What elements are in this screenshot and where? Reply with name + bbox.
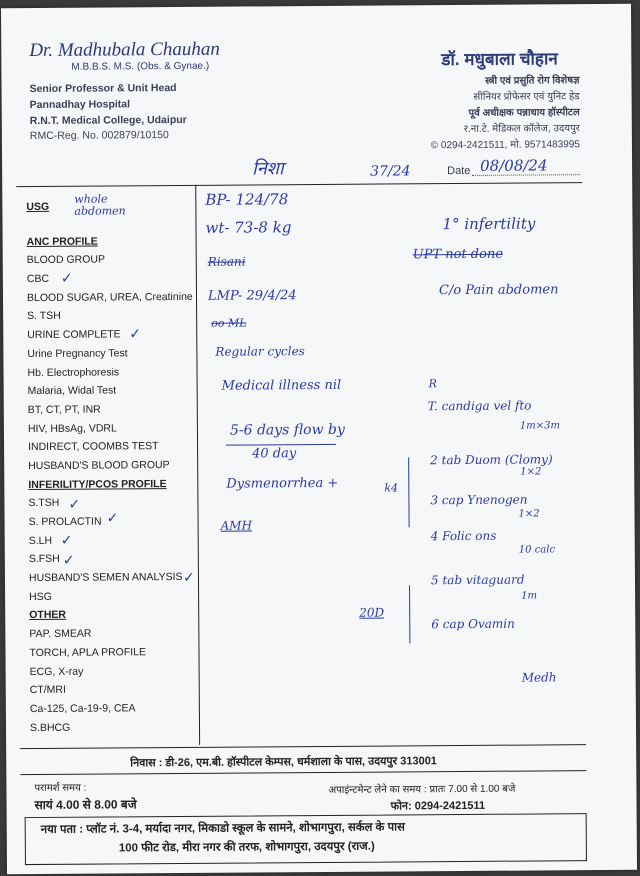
bp-note: BP- 124/78 bbox=[205, 190, 289, 209]
test-item: USG bbox=[26, 200, 50, 214]
footer-rule bbox=[20, 770, 586, 775]
rx-bracket bbox=[408, 457, 409, 527]
consult-label: परामर्श समय : bbox=[34, 782, 87, 794]
doctor-name-en: Dr. Madhubala Chauhan bbox=[29, 38, 220, 62]
date-label: Date bbox=[447, 164, 471, 178]
rx-bracket-2 bbox=[409, 585, 410, 643]
college-hi: र.ना.टे. मेडिकल कॉलेज, उदयपुर bbox=[463, 123, 580, 135]
check-mark-icon: ✓ bbox=[129, 325, 142, 342]
rx-item-3: 3 cap Ynenogen bbox=[430, 492, 528, 508]
test-item: BLOOD GROUP bbox=[26, 253, 105, 267]
test-item: PAP. SMEAR bbox=[29, 627, 92, 641]
test-item: S.LH bbox=[28, 534, 53, 547]
test-item: CBC bbox=[26, 272, 50, 286]
amh-note: AMH bbox=[220, 518, 253, 533]
new-address-line-1: नया पता : प्लॉट नं. 3-4, मर्यादा नगर, मिकाडो स्कूल के सामने, शोभागपुरा, सर्कल के पास bbox=[40, 821, 405, 836]
visit-date: 08/08/24 bbox=[480, 156, 548, 175]
rx-item-1: T. candiga vel fto bbox=[427, 398, 532, 414]
test-item: S.BHCG bbox=[29, 721, 71, 734]
test-item: BT, CT, PT, INR bbox=[27, 403, 101, 416]
hospital-name-en: Pannadhay Hospital bbox=[29, 98, 131, 112]
test-item: S.FSH bbox=[28, 553, 60, 566]
usg-note: whole abdomen bbox=[74, 192, 126, 218]
test-item: ANC PROFILE bbox=[26, 235, 98, 248]
test-item: Hb. Electrophoresis bbox=[27, 365, 120, 379]
test-item: CT/MRI bbox=[29, 683, 66, 697]
registration-number: RMC-Reg. No. 002879/10150 bbox=[29, 129, 169, 143]
specialty-hi: स्त्री एवं प्रसुति रोग विशेषज्ञ bbox=[485, 75, 580, 87]
test-item: OTHER bbox=[29, 609, 67, 622]
residence-address: निवास : डी-26, एम.बी. हॉस्पीटल केम्पस, धर्मशाला के पास, उदयपुर 313001 bbox=[130, 755, 437, 770]
rx-item-4: 4 Folic ons bbox=[430, 528, 497, 544]
test-item: Malaria, Widal Test bbox=[27, 384, 117, 398]
test-item: S.TSH bbox=[28, 497, 60, 510]
rx-item-6: 6 cap Ovamin bbox=[431, 616, 515, 632]
test-item: Urine Pregnancy Test bbox=[27, 347, 128, 360]
flow-note: 5-6 days flow by bbox=[229, 421, 345, 439]
diagnosis-2: UPT not done bbox=[412, 246, 504, 263]
patient-age: 37/24 bbox=[370, 163, 411, 180]
rx-item-5-dose: 1m bbox=[521, 590, 537, 602]
struck-note: Risani bbox=[207, 254, 246, 269]
rx-duration: 20D bbox=[359, 605, 385, 620]
test-item: INDIRECT, COOMBS TEST bbox=[28, 440, 159, 454]
test-item: S. TSH bbox=[27, 310, 61, 323]
rx-item-2: 2 tab Duom (Clomy) bbox=[430, 452, 553, 468]
test-item: URINE COMPLETE bbox=[27, 328, 121, 342]
rx-item-2-dose: 1×2 bbox=[520, 466, 542, 478]
check-mark-icon: ✓ bbox=[60, 531, 73, 548]
check-mark-icon: ✓ bbox=[68, 495, 81, 512]
check-mark-icon: ✓ bbox=[60, 269, 73, 286]
test-item: HUSBAND'S SEMEN ANALYSIS bbox=[28, 571, 183, 585]
check-mark-icon: ✓ bbox=[62, 551, 75, 568]
diagnosis-1: 1° infertility bbox=[442, 214, 536, 234]
test-item: ECG, X-ray bbox=[29, 665, 84, 678]
consult-time: सायं 4.00 से 8.00 बजे bbox=[34, 797, 137, 812]
test-item: HSG bbox=[29, 590, 52, 603]
test-item: HIV, HBsAg, VDRL bbox=[27, 421, 117, 435]
appointment-time: अपाइंन्टमेन्ट लेने का समय : प्रातः 7.00 से 1.00 बजे bbox=[328, 783, 516, 796]
rx-count: k4 bbox=[384, 481, 399, 495]
rx-item-5: 5 tab vitaguard bbox=[430, 572, 525, 588]
position-hi: पूर्व अधीक्षक पन्नाधाय हॉस्पीटल bbox=[468, 107, 580, 119]
top-rule bbox=[16, 182, 582, 187]
test-item: S. PROLACTIN bbox=[28, 515, 102, 529]
rx-item-3-dose: 1×2 bbox=[518, 508, 540, 520]
doctor-degrees-en: M.B.B.S. M.S. (Obs. & Gynae.) bbox=[71, 60, 210, 73]
prescription-sheet bbox=[1, 4, 637, 874]
rx-item-4-dose: 10 calc bbox=[518, 544, 556, 556]
doctor-signature: Medh bbox=[521, 670, 557, 685]
test-item: BLOOD SUGAR, UREA, Creatinine bbox=[26, 290, 193, 304]
check-mark-icon: ✓ bbox=[182, 568, 195, 585]
footer-phone: फोन: 0294-2421511 bbox=[390, 799, 486, 813]
cycle-note: Regular cycles bbox=[215, 344, 305, 359]
struck-note-2: oo ML bbox=[211, 316, 247, 330]
medical-illness-note: Medical illness nil bbox=[221, 377, 342, 394]
complaint-note: C/o Pain abdomen bbox=[438, 282, 559, 299]
test-list bbox=[26, 197, 205, 737]
phone-hi: © 0294-2421511, मो. 9571483995 bbox=[430, 139, 580, 152]
patient-name: निशा bbox=[252, 158, 284, 180]
bottom-rule bbox=[20, 744, 586, 749]
college-name-en: R.N.T. Medical College, Udaipur bbox=[29, 113, 187, 128]
test-item: INFERILITY/PCOS PROFILE bbox=[28, 477, 167, 491]
new-address-line-2: 100 फीट रोड, मीरा नगर की तरफ, शोभागपुरा, उदयपुर (राज.) bbox=[118, 840, 375, 855]
test-item: Ca-125, Ca-19-9, CEA bbox=[29, 702, 136, 715]
check-mark-icon: ✓ bbox=[106, 509, 119, 526]
rx-item-1-dose: 1m×3m bbox=[519, 420, 561, 432]
lmp-note: LMP- 29/4/24 bbox=[207, 288, 297, 304]
doctor-name-hi: डॉ. मधुबाला चौहान bbox=[441, 49, 558, 70]
interval-note: 40 day bbox=[252, 446, 297, 462]
dysmenorrhea-note: Dysmenorrhea + bbox=[226, 475, 339, 492]
weight-note: wt- 73-8 kg bbox=[205, 218, 292, 237]
rx-symbol: R bbox=[428, 377, 437, 391]
test-item: HUSBAND'S BLOOD GROUP bbox=[28, 458, 170, 472]
doctor-title-en: Senior Professor & Unit Head bbox=[29, 81, 177, 96]
title-hi: सीनियर प्रोफेसर एवं युनिट हेड bbox=[473, 91, 580, 103]
test-item: TORCH, APLA PROFILE bbox=[29, 646, 147, 659]
